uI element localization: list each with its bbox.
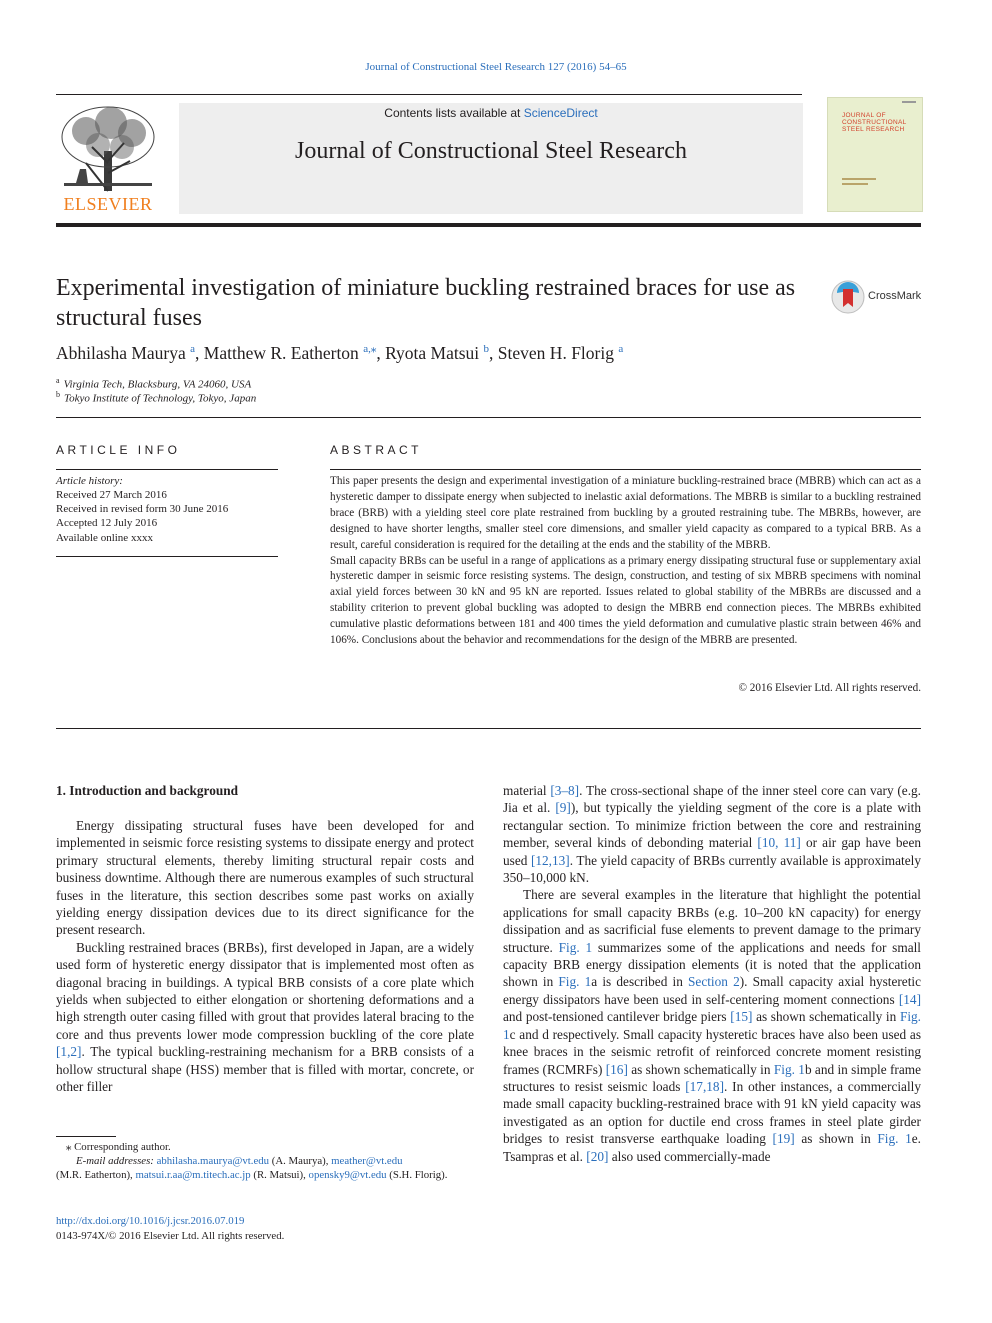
accepted-date: Accepted 12 July 2016 (56, 517, 158, 529)
doi-link[interactable]: http://dx.doi.org/10.1016/j.jcsr.2016.07.019 (56, 1215, 245, 1227)
email-line: (M.R. Eatherton), matsui.r.aa@m.titech.ac.jp (R. Matsui), opensky9@vt.edu (S.H. Florig). (56, 1169, 448, 1181)
section-link[interactable]: Section 2 (688, 974, 740, 990)
author-name: Matthew R. Eatherton (203, 342, 359, 363)
citation-link[interactable]: [1,2] (56, 1044, 82, 1060)
citation-link[interactable]: [15] (730, 1009, 753, 1025)
author-list: Abhilasha Maurya $^a$, Matthew R. Eatherton $^{a,⁎}$, Ryota Matsui $^b$, Steven H. Florig $^a$ (56, 342, 624, 363)
abstract-heading: ABSTRACT (330, 443, 423, 457)
author-name: Steven H. Florig (497, 342, 614, 363)
journal-reference[interactable]: Journal of Constructional Steel Research 127 (2016) 54–65 (365, 61, 627, 73)
email-link[interactable]: meather@vt.edu (331, 1155, 403, 1167)
author-affil-sup[interactable]: b (483, 343, 490, 355)
abstract-paragraph: Small capacity BRBs can be useful in a range of applications as a primary energy dissipating structural fuse or supplementary axial hysteretic damper in seismic force resisting systems. The design, construction, and testing of six MBRB specimens with nominal axial yield forces between 30 kN and 95 kN are reported. Issues related to global stability of the MBRBs are discussed and a stability criterion to prevent global buckling was adopted to design the MBRB end connection pieces. The MBRBs exhibited cumulative plastic deformations between 181 and 400 times the yield deformation and cumulative plastic strain between 46% and 106%. Conclusions about the behavior and recommendations for the design of the MBRB are presented. (330, 554, 921, 647)
cover-title: JOURNAL OF CONSTRUCTIONAL STEEL RESEARCH (842, 112, 907, 133)
citation-link[interactable]: [19] (772, 1131, 795, 1147)
author-affil-sup[interactable]: a (190, 343, 196, 355)
header-rule (56, 94, 802, 95)
citation-link[interactable]: [10, 11] (757, 835, 801, 851)
tree-icon (56, 103, 160, 195)
body-paragraph: Energy dissipating structural fuses have been developed for and implemented in seismic force resisting systems to dissipate energy and protect primary structural elements, thereby limiting structural repair costs and business downtime. Although there are numerous examples of such structural fuses in the literature, this section describes some past works on axially yielding energy dissipation devices due to its direct significance for the present research. (56, 818, 474, 938)
elsevier-logo (56, 103, 160, 215)
figure-link[interactable]: Fig. 1 (558, 974, 592, 990)
figure-link[interactable]: Fig. 1 (773, 1061, 805, 1077)
online-date: Available online xxxx (56, 532, 153, 544)
divider (330, 469, 921, 470)
citation-link[interactable]: [12,13] (530, 852, 570, 868)
crossmark-label: CrossMark (868, 290, 922, 302)
author-name: Ryota Matsui (385, 342, 480, 363)
divider (56, 556, 278, 557)
abstract-copyright: © 2016 Elsevier Ltd. All rights reserved. (738, 682, 921, 694)
abstract-paragraph: This paper presents the design and experimental investigation of a miniature buckling-restrained brace (MBRB) which can act as a hysteretic damper to dissipate energy when subjected to inelastic axial deformations. The MBRB is similar to a buckling restrained brace (BRB) with a yielding steel core plate restrained from buckling by a grouted restraining tube. The MBRBs, however, are designed to have shorter lengths, smaller steel core dimensions, and smaller yield capacity as compared to a typical BRB. As a result, careful consideration is required for the detailing at the ends and the stability of the MBRB. (330, 475, 921, 551)
body-paragraph: There are several examples in the literature that highlight the potential applications for small capacity BRBs (e.g. 10–200 kN capacity) for energy dissipation and as sacrificial fuse elements to prevent damage to the primary structure. Fig. 1 summarizes some of the applications and needs for small capacity BRB energy dissipation elements (it is noted that the application shown in Fig. 1a is described in Section 2). Small capacity axial hysteretic energy dissipators have been used in self-centering moment connections [14] and post-tensioned cantilever bridge piers [15] as shown schematically in Fig. 1c and d respectively. Small capacity hysteretic braces have also been used as knee braces in the seismic retrofit of reinforced concrete moment resisting frames (RCMRFs) [16] as shown schematically in Fig. 1b and in simple frame structures to resist seismic loads [17,18]. In other instances, a commercially made small capacity buckling-restrained brace with 91 kN yield capacity was investigated as an option for ductile end cross frames in steel plate girder bridges to resist transverse earthquake loading [19] as shown in Fig. 1e. Tsampras et al. [20] also used commercially-made (503, 887, 922, 1164)
body-paragraph: material [3–8]. The cross-sectional shape of the inner steel core can vary (e.g. Jia et al. [9]), but typically the yielding segment of the core is a plate with rectangular section. To minimize friction between the core and restraining member, several kinds of debonding material [10, 11] or air gap have been used [12,13]. The yield capacity of BRBs currently available is approximately 350–10,000 kN. (503, 783, 921, 886)
elsevier-wordmark: ELSEVIER (63, 194, 153, 214)
corresponding-author-note: ⁎ Corresponding author. (66, 1141, 171, 1153)
issn-line: 0143-974X/© 2016 Elsevier Ltd. All rights reserved. (56, 1230, 285, 1242)
received-date: Received 27 March 2016 (56, 489, 167, 501)
footnote-rule (56, 1136, 116, 1137)
figure-link[interactable]: Fig. 1 (877, 1131, 912, 1147)
journal-cover-thumbnail[interactable] (827, 97, 923, 212)
revised-date: Received in revised form 30 June 2016 (56, 503, 229, 515)
citation-link[interactable]: [9] (555, 800, 571, 816)
history-label: Article history: (56, 475, 123, 487)
sciencedirect-link[interactable]: ScienceDirect (523, 106, 598, 120)
citation-link[interactable]: [20] (586, 1148, 609, 1164)
left-column (56, 817, 474, 1096)
cover-mark (902, 101, 916, 103)
email-link[interactable]: abhilasha.maurya@vt.edu (156, 1155, 270, 1167)
email-line: E-mail addresses: abhilasha.maurya@vt.edu (A. Maurya), meather@vt.edu (76, 1155, 403, 1167)
body-paragraph: Buckling restrained braces (BRBs), first developed in Japan, are a widely used form of hysteretic energy dissipator that is implemented most often as diagonal bracing in buildings. A typical BRB consists of a core plate which yields when subjected to either elongation or shortening deformations and a high strength outer casing filled with grout that provides lateral bracing to the core and thus prevents lower mode compression buckling of the core plate [1,2]. The typical buckling-restraining mechanism for a BRB consists of a hollow structural shape (HSS) member that is filled with mortar, concrete, or other filler (56, 939, 474, 1095)
affiliation: $^b$ Tokyo Institute of Technology, Tokyo, Japan (56, 390, 257, 405)
article-info-heading: ARTICLE INFO (56, 443, 181, 457)
cover-line (842, 183, 868, 185)
header-thick-rule (56, 223, 921, 227)
crossmark-badge[interactable] (831, 280, 921, 314)
journal-title: Journal of Constructional Steel Research (295, 138, 687, 164)
right-column (503, 782, 921, 1165)
citation-link[interactable]: [14] (898, 991, 921, 1007)
author-name: Abhilasha Maurya (56, 342, 186, 363)
affiliation: $^a$ Virginia Tech, Blacksburg, VA 24060, USA (56, 376, 252, 391)
abstract-body (330, 474, 921, 649)
citation-link[interactable]: [17,18] (685, 1078, 725, 1094)
email-link[interactable]: opensky9@vt.edu (308, 1169, 387, 1181)
contents-prefix: Contents lists available at (384, 106, 524, 120)
citation-link[interactable]: [3–8] (550, 783, 580, 798)
author-affil-sup[interactable]: a (618, 343, 624, 355)
contents-line (179, 106, 803, 120)
citation-link[interactable]: [16] (605, 1061, 628, 1077)
figure-link[interactable]: Fig. 1 (503, 1009, 921, 1042)
figure-link[interactable]: Fig. 1 (558, 939, 593, 955)
author-affil-sup[interactable]: a,⁎ (363, 343, 377, 355)
email-link[interactable]: matsui.r.aa@m.titech.ac.jp (135, 1169, 251, 1181)
cover-line (842, 178, 876, 180)
article-title: Experimental investigation of miniature buckling restrained braces for use as structural fuses (56, 275, 796, 331)
divider (56, 728, 921, 729)
divider (56, 469, 278, 470)
crossmark-icon (831, 280, 867, 314)
divider (56, 417, 921, 418)
section-title: 1. Introduction and background (56, 783, 239, 798)
